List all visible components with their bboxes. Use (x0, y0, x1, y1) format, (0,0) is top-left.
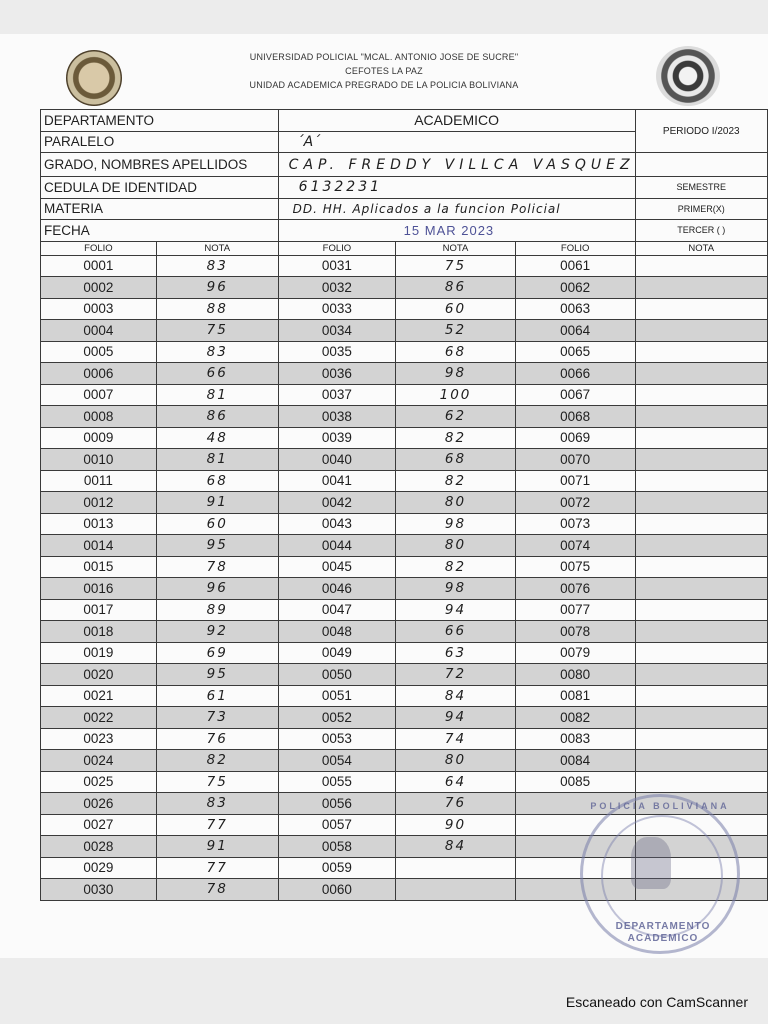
table-row (41, 320, 768, 342)
nota-cell: 82 (396, 427, 516, 449)
nota-cell (635, 685, 767, 707)
folio-cell: 0073 (515, 513, 635, 535)
nota-cell: 72 (396, 664, 516, 686)
table-row (41, 406, 768, 428)
nota-cell (396, 879, 516, 901)
table-row (41, 470, 768, 492)
table-row (41, 513, 768, 535)
folio-cell: 0022 (41, 707, 157, 729)
nota-cell: 60 (156, 513, 278, 535)
nota-cell: 88 (156, 298, 278, 320)
table-row (41, 492, 768, 514)
table-row (41, 771, 768, 793)
nota-cell: 75 (396, 255, 516, 277)
folio-cell: 0008 (41, 406, 157, 428)
nota-cell: 60 (396, 298, 516, 320)
folio-cell: 0046 (278, 578, 396, 600)
nota-cell: 77 (156, 814, 278, 836)
camscanner-watermark: Escaneado con CamScanner (565, 994, 748, 1010)
folio-cell: 0010 (41, 449, 157, 471)
folio-cell: 0007 (41, 384, 157, 406)
nota-cell (635, 277, 767, 299)
folio-cell: 0048 (278, 621, 396, 643)
nota-cell (635, 363, 767, 385)
nota-cell: 66 (396, 621, 516, 643)
folio-cell: 0074 (515, 535, 635, 557)
folio-cell: 0029 (41, 857, 157, 879)
folio-cell: 0031 (278, 255, 396, 277)
nota-cell: 83 (156, 341, 278, 363)
table-row (41, 599, 768, 621)
nota-cell: 76 (156, 728, 278, 750)
nota-cell: 78 (156, 879, 278, 901)
nota-cell: 61 (156, 685, 278, 707)
nota-cell: 69 (156, 642, 278, 664)
table-row (41, 341, 768, 363)
folio-cell: 0038 (278, 406, 396, 428)
table-row (41, 685, 768, 707)
nota-cell (635, 556, 767, 578)
stamp-line2: ACADEMICO (627, 933, 699, 944)
nota-cell: 98 (396, 513, 516, 535)
nota-cell: 95 (156, 664, 278, 686)
nota-cell: 80 (396, 750, 516, 772)
nota-cell (635, 492, 767, 514)
nota-cell: 75 (156, 320, 278, 342)
nota-cell: 89 (156, 599, 278, 621)
folio-cell: 0015 (41, 556, 157, 578)
folio-cell: 0050 (278, 664, 396, 686)
nota-cell: 80 (396, 535, 516, 557)
folio-cell: 0054 (278, 750, 396, 772)
scanned-document (0, 34, 768, 958)
header-unit: UNIDAD ACADEMICA PREGRADO DE LA POLICIA BOLIVIANA (249, 80, 519, 90)
departamento-value: ACADEMICO (278, 110, 635, 132)
folio-cell: 0043 (278, 513, 396, 535)
folio-cell: 0026 (41, 793, 157, 815)
grado-label: GRADO, NOMBRES APELLIDOS (41, 153, 279, 177)
folio-cell: 0011 (41, 470, 157, 492)
table-row (41, 277, 768, 299)
nota-cell (635, 621, 767, 643)
stamp-line1: DEPARTAMENTO (615, 921, 711, 932)
nota-cell: 100 (396, 384, 516, 406)
folio-cell: 0056 (278, 793, 396, 815)
nota-cell (635, 320, 767, 342)
nota-cell (635, 599, 767, 621)
semestre-label: SEMESTRE (635, 177, 767, 199)
nota-cell: 80 (396, 492, 516, 514)
nota-cell: 82 (156, 750, 278, 772)
folio-cell: 0075 (515, 556, 635, 578)
nota-cell: 98 (396, 578, 516, 600)
nota-cell: 91 (156, 836, 278, 858)
folio-cell: 0057 (278, 814, 396, 836)
fecha-stamp: 15 MAR 2023 (278, 220, 635, 242)
table-row (41, 449, 768, 471)
table-row (41, 664, 768, 686)
nota-cell (635, 341, 767, 363)
folio-cell: 0028 (41, 836, 157, 858)
table-row (41, 535, 768, 557)
table-row (41, 728, 768, 750)
nota-cell (635, 578, 767, 600)
folio-cell: 0049 (278, 642, 396, 664)
folio-cell: 0053 (278, 728, 396, 750)
folio-cell: 0080 (515, 664, 635, 686)
folio-cell: 0058 (278, 836, 396, 858)
folio-cell: 0020 (41, 664, 157, 686)
nota-cell: 68 (156, 470, 278, 492)
nota-cell: 82 (396, 556, 516, 578)
tercer-label: TERCER ( ) (635, 220, 767, 242)
nota-cell: 92 (156, 621, 278, 643)
folio-cell: 0034 (278, 320, 396, 342)
folio-cell: 0001 (41, 255, 157, 277)
folio-cell: 0012 (41, 492, 157, 514)
col-folio-3: FOLIO (515, 241, 635, 255)
nota-cell: 94 (396, 707, 516, 729)
folio-cell: 0042 (278, 492, 396, 514)
folio-cell: 0016 (41, 578, 157, 600)
fecha-label: FECHA (41, 220, 279, 242)
col-folio-2: FOLIO (278, 241, 396, 255)
table-row (41, 427, 768, 449)
paralelo-value: ´A´ (278, 131, 635, 153)
table-row (41, 298, 768, 320)
nota-cell: 52 (396, 320, 516, 342)
nota-cell: 48 (156, 427, 278, 449)
nota-cell (635, 255, 767, 277)
folio-cell: 0063 (515, 298, 635, 320)
nota-cell: 95 (156, 535, 278, 557)
nota-cell: 91 (156, 492, 278, 514)
table-row (41, 621, 768, 643)
nota-cell: 64 (396, 771, 516, 793)
cedula-label: CEDULA DE IDENTIDAD (41, 177, 279, 199)
folio-cell: 0003 (41, 298, 157, 320)
nota-cell (635, 384, 767, 406)
folio-cell: 0021 (41, 685, 157, 707)
folio-cell: 0037 (278, 384, 396, 406)
folio-cell: 0039 (278, 427, 396, 449)
nota-cell: 96 (156, 277, 278, 299)
folio-cell: 0069 (515, 427, 635, 449)
nota-cell (396, 857, 516, 879)
folio-cell: 0019 (41, 642, 157, 664)
cedula-value: 6132231 (278, 177, 635, 199)
nota-cell: 63 (396, 642, 516, 664)
folio-cell: 0004 (41, 320, 157, 342)
stamp-top-text: POLICIA BOLIVIANA (590, 801, 730, 811)
folio-cell: 0005 (41, 341, 157, 363)
folio-cell: 0078 (515, 621, 635, 643)
nota-cell: 81 (156, 384, 278, 406)
grado-value: CAP. FREDDY VILLCA VASQUEZ (278, 153, 635, 177)
table-row (41, 578, 768, 600)
folio-cell: 0070 (515, 449, 635, 471)
paralelo-label: PARALELO (41, 131, 279, 153)
primer-label: PRIMER(X) (635, 198, 767, 220)
folio-cell: 0040 (278, 449, 396, 471)
col-folio-1: FOLIO (41, 241, 157, 255)
table-row (41, 707, 768, 729)
table-row (41, 363, 768, 385)
nota-cell (635, 513, 767, 535)
nota-cell: 62 (396, 406, 516, 428)
folio-cell: 0084 (515, 750, 635, 772)
nota-cell: 83 (156, 793, 278, 815)
nota-cell (635, 771, 767, 793)
folio-cell: 0009 (41, 427, 157, 449)
nota-cell (635, 406, 767, 428)
folio-cell: 0064 (515, 320, 635, 342)
nota-cell: 84 (396, 685, 516, 707)
folio-cell: 0082 (515, 707, 635, 729)
nota-cell: 86 (396, 277, 516, 299)
folio-cell: 0013 (41, 513, 157, 535)
folio-cell: 0081 (515, 685, 635, 707)
grades-table (40, 109, 768, 901)
nota-cell (635, 728, 767, 750)
table-row (41, 556, 768, 578)
folio-cell: 0083 (515, 728, 635, 750)
nota-cell: 73 (156, 707, 278, 729)
header-cefotes: CEFOTES LA PAZ (345, 66, 423, 76)
nota-cell: 83 (156, 255, 278, 277)
folio-cell: 0052 (278, 707, 396, 729)
materia-label: MATERIA (41, 198, 279, 220)
folio-cell: 0044 (278, 535, 396, 557)
col-nota-2: NOTA (396, 241, 516, 255)
folio-cell: 0079 (515, 642, 635, 664)
nota-cell: 75 (156, 771, 278, 793)
nota-cell: 82 (396, 470, 516, 492)
folio-cell: 0017 (41, 599, 157, 621)
col-nota-1: NOTA (156, 241, 278, 255)
materia-value: DD. HH. Aplicados a la funcion Policial (278, 198, 635, 220)
nota-cell (635, 427, 767, 449)
nota-cell: 76 (396, 793, 516, 815)
folio-cell: 0014 (41, 535, 157, 557)
nota-cell: 74 (396, 728, 516, 750)
nota-cell: 66 (156, 363, 278, 385)
nota-cell: 77 (156, 857, 278, 879)
folio-cell: 0047 (278, 599, 396, 621)
folio-cell: 0002 (41, 277, 157, 299)
nota-cell (635, 642, 767, 664)
folio-cell: 0006 (41, 363, 157, 385)
folio-cell: 0055 (278, 771, 396, 793)
folio-cell: 0032 (278, 277, 396, 299)
stamp-portrait (631, 837, 671, 889)
folio-cell: 0025 (41, 771, 157, 793)
folio-cell: 0051 (278, 685, 396, 707)
periodo: PERIODO I/2023 (635, 110, 767, 153)
nota-cell: 84 (396, 836, 516, 858)
folio-cell: 0027 (41, 814, 157, 836)
nota-cell (635, 298, 767, 320)
folio-cell: 0036 (278, 363, 396, 385)
header-university: UNIVERSIDAD POLICIAL "MCAL. ANTONIO JOSE DE SUCRE" (249, 52, 519, 62)
nota-cell: 68 (396, 449, 516, 471)
folio-cell: 0060 (278, 879, 396, 901)
folio-cell: 0066 (515, 363, 635, 385)
department-stamp (580, 794, 740, 954)
col-nota-3: NOTA (635, 241, 767, 255)
folio-cell: 0024 (41, 750, 157, 772)
folio-cell: 0035 (278, 341, 396, 363)
nota-cell: 78 (156, 556, 278, 578)
folio-cell: 0061 (515, 255, 635, 277)
folio-cell: 0045 (278, 556, 396, 578)
folio-cell: 0023 (41, 728, 157, 750)
nota-cell: 98 (396, 363, 516, 385)
folio-cell: 0077 (515, 599, 635, 621)
departamento-label: DEPARTAMENTO (41, 110, 279, 132)
grado-blank (635, 153, 767, 177)
folio-cell: 0030 (41, 879, 157, 901)
folio-cell: 0033 (278, 298, 396, 320)
nota-cell (635, 470, 767, 492)
nota-cell: 86 (156, 406, 278, 428)
nota-cell (635, 750, 767, 772)
nota-cell (635, 449, 767, 471)
nota-cell: 96 (156, 578, 278, 600)
folio-cell: 0041 (278, 470, 396, 492)
folio-cell: 0068 (515, 406, 635, 428)
folio-cell: 0018 (41, 621, 157, 643)
nota-cell: 81 (156, 449, 278, 471)
nota-cell (635, 707, 767, 729)
folio-cell: 0059 (278, 857, 396, 879)
folio-cell: 0067 (515, 384, 635, 406)
folio-cell: 0085 (515, 771, 635, 793)
folio-cell: 0062 (515, 277, 635, 299)
table-row (41, 384, 768, 406)
table-row (41, 642, 768, 664)
nota-cell (635, 535, 767, 557)
nota-cell: 68 (396, 341, 516, 363)
folio-cell: 0072 (515, 492, 635, 514)
nota-cell: 90 (396, 814, 516, 836)
folio-cell: 0065 (515, 341, 635, 363)
nota-cell (635, 664, 767, 686)
table-row (41, 255, 768, 277)
table-row (41, 750, 768, 772)
nota-cell: 94 (396, 599, 516, 621)
folio-cell: 0076 (515, 578, 635, 600)
folio-cell: 0071 (515, 470, 635, 492)
